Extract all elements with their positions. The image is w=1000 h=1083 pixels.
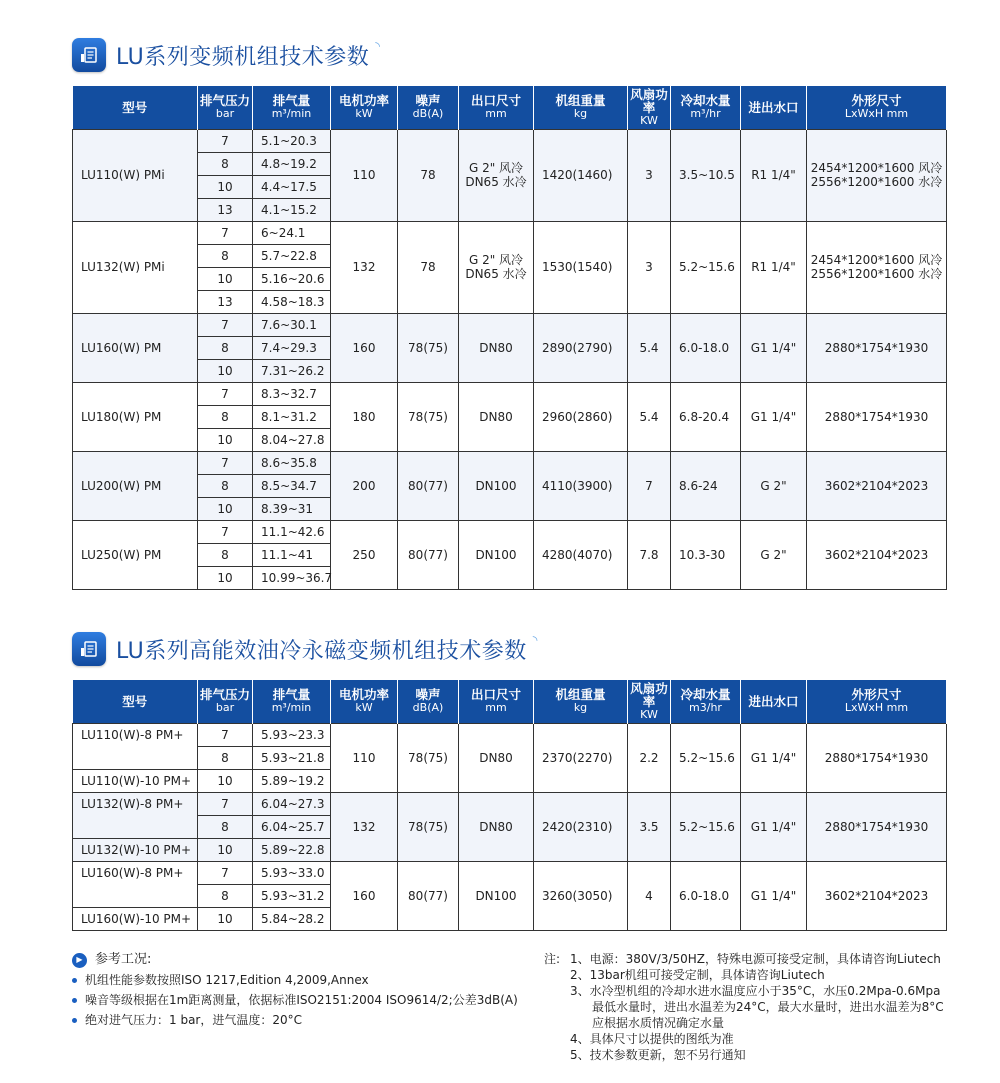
noise-cell: 78 [398, 221, 459, 313]
power-cell: 180 [331, 382, 398, 451]
column-header-label: 出口尺寸 [470, 93, 521, 109]
column-header-unit: kg [573, 701, 588, 715]
column-header [628, 86, 671, 129]
dimensions-cell: 2880*1754*1930 [807, 723, 947, 792]
air-delivery-cell: 4.1~15.2 [253, 198, 331, 221]
pressure-cell: 7 [198, 861, 253, 884]
model-cell: LU132(W)-10 PM+ [73, 838, 198, 861]
table-row [73, 129, 947, 152]
spec-table-2 [72, 680, 947, 931]
pressure-cell: 8 [198, 474, 253, 497]
signal-icon: ◝ [375, 39, 380, 53]
power-cell: 160 [331, 861, 398, 930]
power-cell: 160 [331, 313, 398, 382]
column-header-label: 型号 [122, 693, 148, 709]
pressure-cell: 8 [198, 884, 253, 907]
column-header [331, 86, 398, 129]
air-delivery-cell: 11.1~41 [253, 543, 331, 566]
column-header-label: 电机功率 [338, 687, 389, 703]
power-cell: 200 [331, 451, 398, 520]
fan-power-cell: 5.4 [628, 382, 671, 451]
pressure-cell: 8 [198, 543, 253, 566]
column-header [198, 86, 253, 129]
notes-label: 注: [544, 952, 561, 966]
pressure-cell: 8 [198, 815, 253, 838]
noise-cell: 78(75) [398, 792, 459, 861]
fan-power-cell: 3.5 [628, 792, 671, 861]
air-delivery-cell: 11.1~42.6 [253, 520, 331, 543]
cooling-water-cell: 3.5~10.5 [671, 129, 741, 221]
air-delivery-cell: 7.6~30.1 [253, 313, 331, 336]
fan-power-cell: 3 [628, 129, 671, 221]
column-header-unit: mm [485, 107, 507, 121]
weight-cell: 1530(1540) [534, 221, 628, 313]
power-cell: 110 [331, 723, 398, 792]
cooling-water-cell: 6.0-18.0 [671, 861, 741, 930]
fan-power-cell: 7.8 [628, 520, 671, 589]
column-header [534, 86, 628, 129]
water-port-cell: R1 1/4" [741, 129, 807, 221]
air-delivery-cell: 7.31~26.2 [253, 359, 331, 382]
column-header-unit: m³/min [271, 701, 312, 715]
reference-conditions-heading: ▶ 参考工况: [72, 950, 518, 970]
air-delivery-cell: 5.16~20.6 [253, 267, 331, 290]
air-delivery-cell: 8.3~32.7 [253, 382, 331, 405]
pressure-cell: 7 [198, 451, 253, 474]
outlet-cell: DN100 [459, 861, 534, 930]
air-delivery-cell: 6~24.1 [253, 221, 331, 244]
water-port-cell: G1 1/4" [741, 861, 807, 930]
column-header [671, 86, 741, 129]
column-header-label: 机组重量 [555, 687, 606, 703]
notes [544, 951, 944, 1063]
column-header-label: 风扇功率 [630, 86, 668, 115]
air-delivery-cell: 8.6~35.8 [253, 451, 331, 474]
pressure-cell: 13 [198, 198, 253, 221]
noise-cell: 80(77) [398, 451, 459, 520]
pressure-cell: 8 [198, 244, 253, 267]
cooling-water-cell: 8.6-24 [671, 451, 741, 520]
note-line: 应根据水质情况确定水量 [592, 1016, 725, 1030]
weight-cell: 4110(3900) [534, 451, 628, 520]
water-port-cell: G1 1/4" [741, 723, 807, 792]
model-cell: LU132(W)-8 PM+ [73, 792, 198, 838]
column-header [253, 86, 331, 129]
bullet-icon [72, 978, 77, 983]
pressure-cell: 10 [198, 769, 253, 792]
model-cell: LU110(W) PMi [73, 129, 198, 221]
column-header [534, 680, 628, 723]
column-header-unit: m³/min [271, 107, 312, 121]
column-header-label: 进出水口 [748, 99, 799, 115]
model-cell: LU160(W)-10 PM+ [73, 907, 198, 930]
column-header-label: 排气量 [272, 93, 311, 109]
outlet-cell: G 2" 风冷 DN65 水冷 [459, 129, 534, 221]
column-header [73, 680, 198, 723]
air-delivery-cell: 8.1~31.2 [253, 405, 331, 428]
pressure-cell: 8 [198, 405, 253, 428]
cooling-water-cell: 10.3-30 [671, 520, 741, 589]
signal-icon: ◝ [532, 633, 538, 647]
noise-cell: 78(75) [398, 723, 459, 792]
outlet-cell: DN80 [459, 792, 534, 861]
air-delivery-cell: 5.89~22.8 [253, 838, 331, 861]
cooling-water-cell: 5.2~15.6 [671, 792, 741, 861]
column-header-label: 外形尺寸 [851, 93, 902, 109]
power-cell: 132 [331, 792, 398, 861]
model-cell: LU110(W)-10 PM+ [73, 769, 198, 792]
noise-cell: 78 [398, 129, 459, 221]
column-header [807, 86, 947, 129]
outlet-cell: DN80 [459, 723, 534, 792]
model-cell: LU160(W) PM [73, 313, 198, 382]
column-header-label: 型号 [122, 99, 148, 115]
model-cell: LU180(W) PM [73, 382, 198, 451]
section1-title-text: LU系列变频机组技术参数 [116, 44, 370, 70]
water-port-cell: R1 1/4" [741, 221, 807, 313]
dimensions-cell: 3602*2104*2023 [807, 451, 947, 520]
section2-title [72, 632, 537, 666]
cooling-water-cell: 5.2~15.6 [671, 221, 741, 313]
air-delivery-cell: 6.04~27.3 [253, 792, 331, 815]
power-cell: 132 [331, 221, 398, 313]
water-port-cell: G1 1/4" [741, 792, 807, 861]
column-header-unit: m³/hr [690, 107, 721, 121]
reference-item: 绝对进气压力：1 bar，进气温度：20°C [72, 1010, 518, 1030]
section2-title-text: LU系列高能效油冷永磁变频机组技术参数 [116, 638, 527, 664]
column-header [459, 680, 534, 723]
pressure-cell: 7 [198, 792, 253, 815]
dimensions-cell: 2454*1200*1600 风冷 2556*1200*1600 水冷 [807, 221, 947, 313]
note-line: 2、13bar机组可接受定制，具体请咨询Liutech [570, 968, 825, 982]
column-header-label: 外形尺寸 [851, 687, 902, 703]
column-header [741, 86, 807, 129]
column-header-unit: dB(A) [412, 701, 444, 715]
dimensions-cell: 3602*2104*2023 [807, 861, 947, 930]
air-delivery-cell: 5.7~22.8 [253, 244, 331, 267]
column-header-label: 风扇功率 [630, 680, 668, 709]
pressure-cell: 7 [198, 221, 253, 244]
note-line: 5、技术参数更新，恕不另行通知 [570, 1048, 746, 1062]
model-cell: LU132(W) PMi [73, 221, 198, 313]
noise-cell: 80(77) [398, 520, 459, 589]
table-row [73, 861, 947, 884]
weight-cell: 4280(4070) [534, 520, 628, 589]
air-delivery-cell: 10.99~36.7 [253, 566, 331, 589]
fan-power-cell: 3 [628, 221, 671, 313]
weight-cell: 2960(2860) [534, 382, 628, 451]
outlet-cell: DN100 [459, 520, 534, 589]
bullet-icon [72, 998, 77, 1003]
play-icon: ▶ [72, 953, 87, 968]
pressure-cell: 8 [198, 152, 253, 175]
air-delivery-cell: 8.5~34.7 [253, 474, 331, 497]
column-header-label: 电机功率 [338, 93, 389, 109]
column-header [671, 680, 741, 723]
column-header [398, 86, 459, 129]
pressure-cell: 7 [198, 382, 253, 405]
pressure-cell: 7 [198, 723, 253, 746]
note-line: 4、具体尺寸以提供的图纸为准 [570, 1032, 734, 1046]
air-delivery-cell: 8.04~27.8 [253, 428, 331, 451]
weight-cell: 2890(2790) [534, 313, 628, 382]
column-header [198, 680, 253, 723]
column-header-unit: m3/hr [689, 701, 722, 715]
column-header [459, 86, 534, 129]
spec-table-1 [72, 86, 947, 590]
table-row [73, 451, 947, 474]
pressure-cell: 7 [198, 520, 253, 543]
cooling-water-cell: 6.8-20.4 [671, 382, 741, 451]
column-header-label: 排气压力 [199, 687, 250, 703]
column-header [741, 680, 807, 723]
document-hand-icon [72, 632, 106, 666]
column-header [398, 680, 459, 723]
table-row [73, 723, 947, 746]
dimensions-cell: 3602*2104*2023 [807, 520, 947, 589]
air-delivery-cell: 4.58~18.3 [253, 290, 331, 313]
column-header [807, 680, 947, 723]
table-row [73, 313, 947, 336]
pressure-cell: 10 [198, 428, 253, 451]
table-row [73, 792, 947, 815]
outlet-cell: DN80 [459, 313, 534, 382]
column-header-label: 冷却水量 [680, 93, 731, 109]
air-delivery-cell: 5.84~28.2 [253, 907, 331, 930]
air-delivery-cell: 4.4~17.5 [253, 175, 331, 198]
bullet-icon [72, 1018, 77, 1023]
column-header-unit: mm [485, 701, 507, 715]
column-header-label: 机组重量 [555, 93, 606, 109]
noise-cell: 78(75) [398, 313, 459, 382]
fan-power-cell: 2.2 [628, 723, 671, 792]
air-delivery-cell: 5.1~20.3 [253, 129, 331, 152]
column-header-unit: kW [355, 107, 373, 121]
pressure-cell: 10 [198, 267, 253, 290]
column-header-label: 冷却水量 [680, 687, 731, 703]
noise-cell: 78(75) [398, 382, 459, 451]
fan-power-cell: 4 [628, 861, 671, 930]
column-header-unit: KW [640, 707, 658, 721]
cooling-water-cell: 6.0-18.0 [671, 313, 741, 382]
power-cell: 110 [331, 129, 398, 221]
column-header-label: 进出水口 [748, 693, 799, 709]
dimensions-cell: 2880*1754*1930 [807, 792, 947, 861]
water-port-cell: G 2" [741, 451, 807, 520]
air-delivery-cell: 7.4~29.3 [253, 336, 331, 359]
table-row [73, 382, 947, 405]
pressure-cell: 10 [198, 566, 253, 589]
pressure-cell: 10 [198, 497, 253, 520]
air-delivery-cell: 5.93~33.0 [253, 861, 331, 884]
weight-cell: 3260(3050) [534, 861, 628, 930]
column-header [73, 86, 198, 129]
pressure-cell: 8 [198, 336, 253, 359]
note-line: 3、水冷型机组的冷却水进水温度应小于35°C，水压0.2Mpa-0.6Mpa [570, 984, 941, 998]
column-header-unit: KW [640, 113, 658, 127]
column-header [253, 680, 331, 723]
note-line: 1、电源：380V/3/50HZ，特殊电源可接受定制，具体请咨询Liutech [570, 952, 941, 966]
noise-cell: 80(77) [398, 861, 459, 930]
dimensions-cell: 2880*1754*1930 [807, 313, 947, 382]
dimensions-cell: 2880*1754*1930 [807, 382, 947, 451]
air-delivery-cell: 5.93~21.8 [253, 746, 331, 769]
column-header-unit: dB(A) [412, 107, 444, 121]
model-cell: LU110(W)-8 PM+ [73, 723, 198, 769]
column-header [331, 680, 398, 723]
power-cell: 250 [331, 520, 398, 589]
air-delivery-cell: 8.39~31 [253, 497, 331, 520]
dimensions-cell: 2454*1200*1600 风冷 2556*1200*1600 水冷 [807, 129, 947, 221]
column-header [628, 680, 671, 723]
air-delivery-cell: 5.93~23.3 [253, 723, 331, 746]
reference-item: 噪音等级根据在1m距离测量，依据标准ISO2151:2004 ISO9614/2;公差3dB(A) [72, 990, 518, 1010]
reference-item: 机组性能参数按照ISO 1217,Edition 4,2009,Annex [72, 970, 518, 990]
reference-conditions [72, 950, 518, 1030]
weight-cell: 2370(2270) [534, 723, 628, 792]
pressure-cell: 7 [198, 129, 253, 152]
water-port-cell: G1 1/4" [741, 382, 807, 451]
column-header-label: 排气压力 [199, 93, 250, 109]
air-delivery-cell: 6.04~25.7 [253, 815, 331, 838]
pressure-cell: 10 [198, 838, 253, 861]
column-header-unit: LxWxH mm [844, 107, 909, 121]
section1-title [72, 38, 380, 72]
outlet-cell: DN100 [459, 451, 534, 520]
outlet-cell: DN80 [459, 382, 534, 451]
weight-cell: 2420(2310) [534, 792, 628, 861]
document-hand-icon [72, 38, 106, 72]
air-delivery-cell: 5.93~31.2 [253, 884, 331, 907]
model-cell: LU250(W) PM [73, 520, 198, 589]
cooling-water-cell: 5.2~15.6 [671, 723, 741, 792]
column-header-unit: bar [215, 107, 235, 121]
column-header-label: 噪声 [415, 93, 441, 109]
pressure-cell: 10 [198, 907, 253, 930]
column-header-unit: kW [355, 701, 373, 715]
weight-cell: 1420(1460) [534, 129, 628, 221]
column-header-unit: bar [215, 701, 235, 715]
fan-power-cell: 7 [628, 451, 671, 520]
column-header-label: 排气量 [272, 687, 311, 703]
pressure-cell: 10 [198, 175, 253, 198]
table-row [73, 221, 947, 244]
model-cell: LU160(W)-8 PM+ [73, 861, 198, 907]
column-header-label: 出口尺寸 [470, 687, 521, 703]
note-line: 最低水量时，进出水温差为24°C，最大水量时，进出水温差为8°C [592, 1000, 944, 1014]
outlet-cell: G 2" 风冷 DN65 水冷 [459, 221, 534, 313]
pressure-cell: 13 [198, 290, 253, 313]
pressure-cell: 7 [198, 313, 253, 336]
fan-power-cell: 5.4 [628, 313, 671, 382]
model-cell: LU200(W) PM [73, 451, 198, 520]
air-delivery-cell: 5.89~19.2 [253, 769, 331, 792]
water-port-cell: G 2" [741, 520, 807, 589]
column-header-unit: LxWxH mm [844, 701, 909, 715]
water-port-cell: G1 1/4" [741, 313, 807, 382]
column-header-label: 噪声 [415, 687, 441, 703]
air-delivery-cell: 4.8~19.2 [253, 152, 331, 175]
pressure-cell: 8 [198, 746, 253, 769]
table-row [73, 520, 947, 543]
column-header-unit: kg [573, 107, 588, 121]
pressure-cell: 10 [198, 359, 253, 382]
